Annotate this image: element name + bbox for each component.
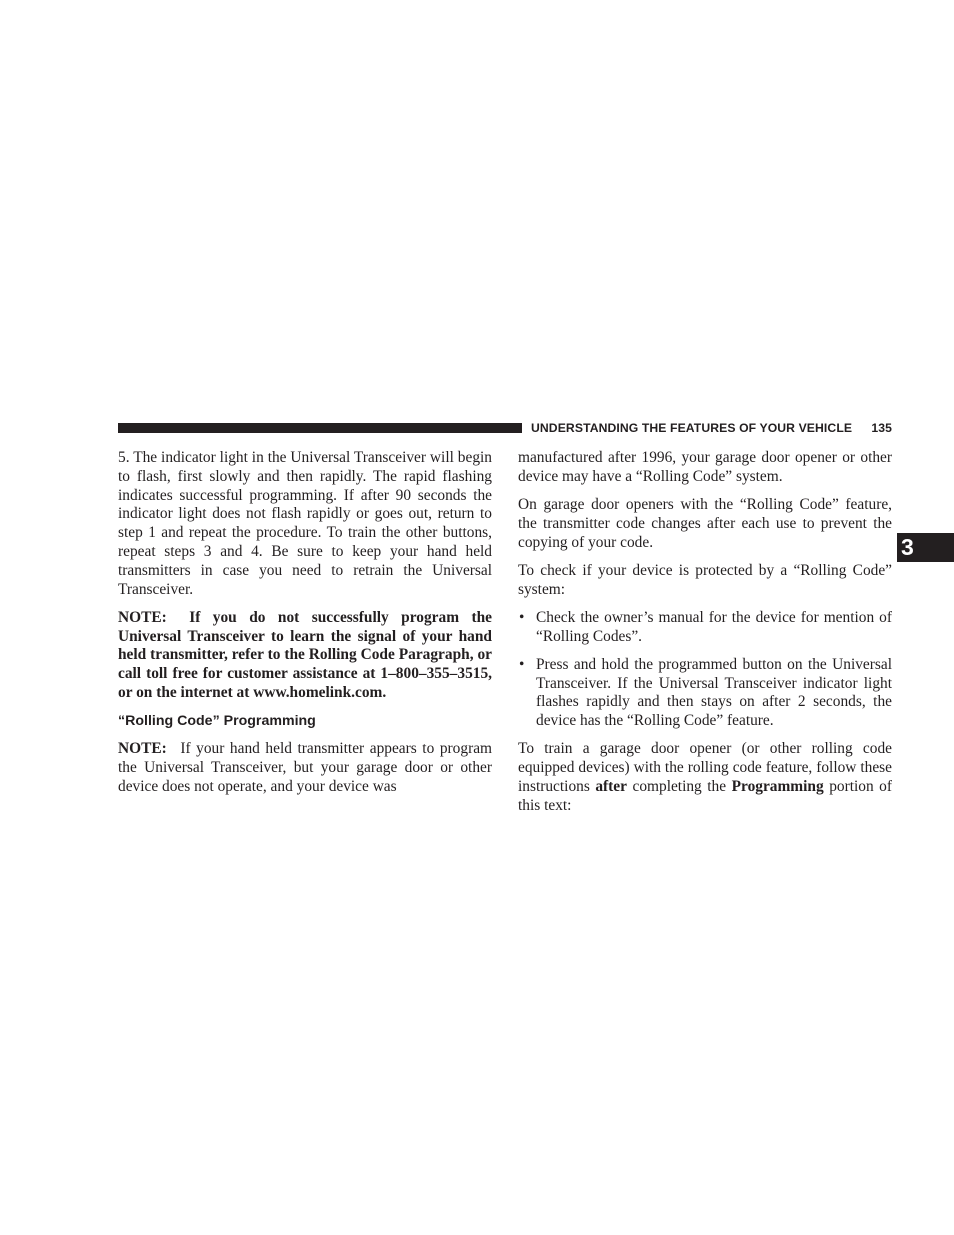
list-item	[518, 609, 892, 647]
rolling-code-note	[118, 740, 492, 796]
chapter-tab: 3	[897, 533, 954, 562]
note-label: NOTE:	[118, 740, 167, 758]
page-number: 135	[871, 421, 892, 435]
train-text: To train a garage door opener (or other rolling code equipped devices) with the rolling code feature, follow these instructions	[518, 740, 892, 795]
note-paragraph	[118, 609, 492, 703]
step-5-paragraph: 5. The indicator light in the Universal Transceiver will begin to flash, first slowly and then rapidly. The rapid flashing indicates successful programming. If after 90 seconds the indicator light does not flash rapidly or goes out, return to step 1 and repeat the procedure. To train the other buttons, repeat steps 3 and 4. Be sure to keep your hand held transmitters in case you need to retrain the Universal Transceiver.	[118, 449, 492, 598]
bullet-list	[518, 609, 892, 731]
left-column	[118, 449, 492, 806]
bullet-icon: •	[519, 608, 525, 626]
train-paragraph	[518, 740, 892, 815]
running-header	[531, 420, 892, 436]
header-title: UNDERSTANDING THE FEATURES OF YOUR VEHICLE	[531, 421, 853, 435]
train-text: completing the	[632, 777, 727, 795]
train-text: portion of this text:	[518, 777, 892, 814]
note-text: If you do not successfully program the Universal Transceiver to learn the signal of your hand held transmitter, refer to the Rolling Code Paragraph, or call toll free for customer assistance at 1–800–355–3515, or on the internet at www.homelink.com.	[118, 608, 492, 701]
check-paragraph: To check if your device is protected by a “Rolling Code” system:	[518, 561, 892, 598]
emphasis-after: after	[595, 777, 627, 795]
feature-paragraph: On garage door openers with the “Rolling Code” feature, the transmitter code changes after each use to prevent the copying of your code.	[518, 495, 892, 551]
section-heading: “Rolling Code” Programming	[118, 713, 316, 730]
note-label: NOTE:	[118, 608, 167, 626]
bullet-text: Press and hold the programmed button on the Universal Transceiver. If the Universal Transceiver indicator light flashes rapidly and then stays on after 2 seconds, the device has the “Rolling Code” feature.	[536, 655, 892, 730]
header-rule	[118, 423, 522, 433]
bullet-text: Check the owner’s manual for the device for mention of “Rolling Codes”.	[536, 608, 892, 645]
right-column	[518, 449, 892, 825]
note-text: If your hand held transmitter appears to program the Universal Transceiver, but your garage door or other device does not operate, and your device was	[118, 740, 492, 795]
list-item	[518, 656, 892, 731]
continued-paragraph: manufactured after 1996, your garage door opener or other device may have a “Rolling Code” system.	[518, 449, 892, 485]
emphasis-programming: Programming	[731, 777, 824, 795]
bullet-icon: •	[519, 655, 525, 673]
